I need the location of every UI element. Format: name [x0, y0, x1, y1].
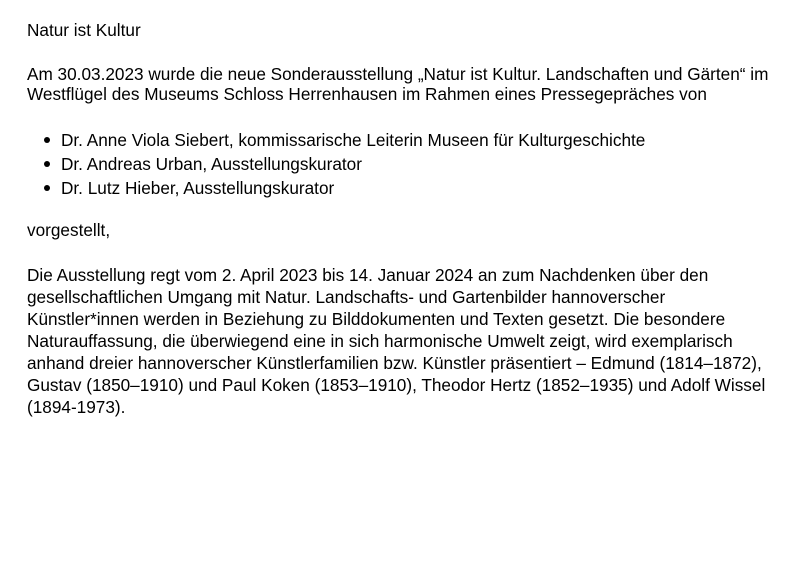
presenter-name: Dr. Andreas Urban, Ausstellungskurator	[61, 154, 362, 174]
presenter-name: Dr. Lutz Hieber, Ausstellungskurator	[61, 178, 335, 198]
bullet-icon	[44, 161, 50, 167]
document-body	[27, 20, 777, 418]
list-item	[27, 176, 777, 200]
body-paragraph: Die Ausstellung regt vom 2. April 2023 bis 14. Januar 2024 an zum Nachdenken über den gesellschaftlichen Umgang mit Natur. Landschafts- und Gartenbilder hannoverscher Künstler*innen werden in Beziehung zu Bilddokumenten und Texten gesetzt. Die besondere Naturauffassung, die überwiegend eine in sich harmonische Umwelt zeigt, wird exemplarisch anhand dreier hannoverscher Künstlerfamilien bzw. Künstler präsentiert – Edmund (1814–1872), Gustav (1850–1910) und Paul Koken (1853–1910), Theodor Hertz (1852–1935) und Adolf Wissel (1894-1973).	[27, 265, 766, 417]
bullet-icon	[44, 185, 50, 191]
presenter-name: Dr. Anne Viola Siebert, kommissarische Leiterin Museen für Kulturgeschichte	[61, 130, 646, 150]
list-item	[27, 128, 777, 152]
presenter-list	[27, 128, 777, 200]
intro-paragraph: Am 30.03.2023 wurde die neue Sonderausstellung „Natur ist Kultur. Landschaften und Gärten“ im Westflügel des Museums Schloss Herrenhausen im Rahmen eines Pressegepräches von	[27, 64, 769, 104]
after-list-text: vorgestellt,	[27, 220, 111, 240]
bullet-icon	[44, 137, 50, 143]
list-item	[27, 152, 777, 176]
document-heading: Natur ist Kultur	[27, 20, 141, 40]
